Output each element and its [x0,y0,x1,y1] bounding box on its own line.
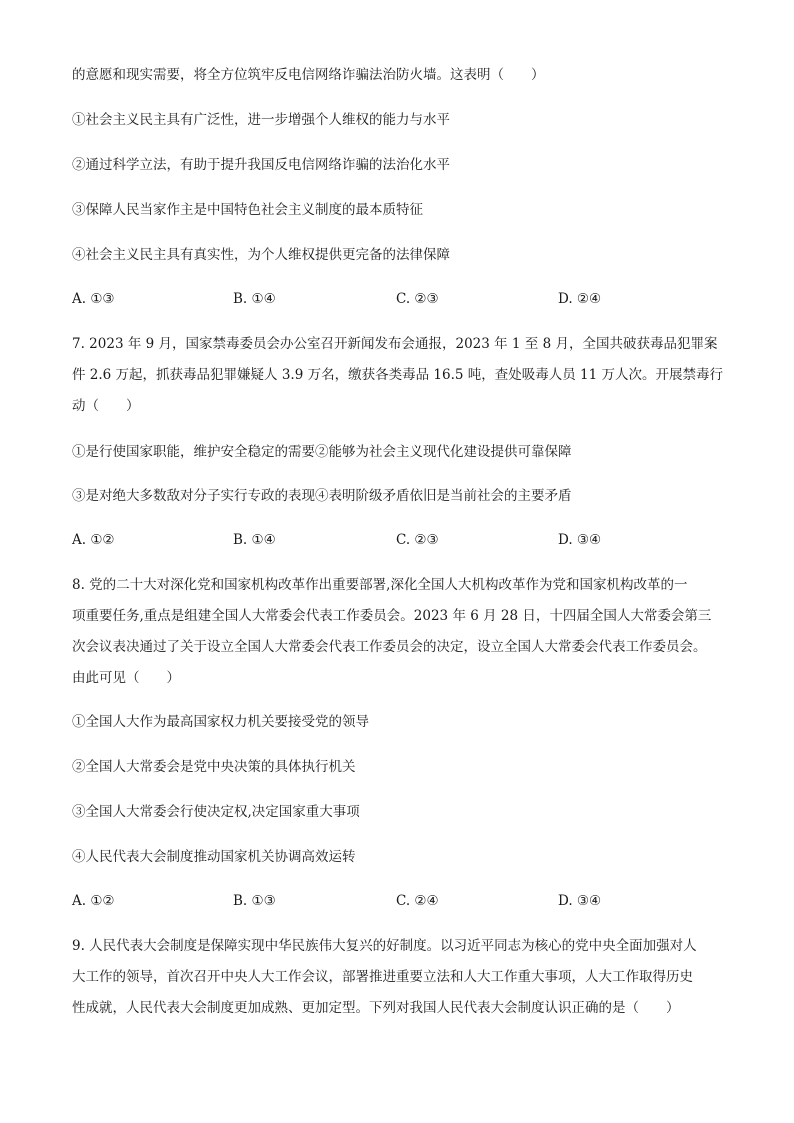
q6-stem-tail: 的意愿和现实需要，将全方位筑牢反电信网络诈骗法治防火墙。这表明（ ） [72,67,545,83]
q6-item-2: ②通过科学立法，有助于提升我国反电信网络诈骗的法治化水平 [72,157,450,173]
q6-option-a[interactable]: A. ①③ [72,291,115,307]
q7-stem-line-3: 动（ ） [72,398,140,414]
q7-items-line-2: ③是对绝大多数敌对分子实行专政的表现④表明阶级矛盾依旧是当前社会的主要矛盾 [72,488,572,504]
q8-stem-line-1: 8. 党的二十大对深化党和国家机构改革作出重要部署,深化全国人大机构改革作为党和国家机构改革的一 [72,577,688,593]
q9-stem-line-1: 9. 人民代表大会制度是保障实现中华民族伟大复兴的好制度。以习近平同志为核心的党中央全面加强对人 [72,938,697,954]
q8-option-b[interactable]: B. ①③ [233,893,276,909]
q7-option-c[interactable]: C. ②③ [396,532,439,548]
q9-stem-line-3: 性成就，人民代表大会制度更加成熟、更加定型。下列对我国人民代表大会制度认识正确的是（ ） [72,1000,680,1016]
q6-item-3: ③保障人民当家作主是中国特色社会主义制度的最本质特征 [72,202,423,218]
q8-stem-line-2: 项重要任务,重点是组建全国人大常委会代表工作委员会。2023 年 6 月 28 日，十四届全国人大常委会第三 [72,608,712,624]
q6-option-b[interactable]: B. ①④ [233,291,276,307]
q8-item-3: ③全国人大常委会行使决定权,决定国家重大事项 [72,804,360,820]
q8-option-d[interactable]: D. ③④ [558,893,602,909]
q6-option-c[interactable]: C. ②③ [396,291,439,307]
q7-option-a[interactable]: A. ①② [72,532,115,548]
q8-stem-line-3: 次会议表决通过了关于设立全国人大常委会代表工作委员会的决定，设立全国人大常委会代表工作委员会。 [72,639,707,655]
q6-option-d[interactable]: D. ②④ [558,291,602,307]
q7-option-b[interactable]: B. ①④ [233,532,276,548]
q9-stem-line-2: 大工作的领导，首次召开中央人大工作会议，部署推进重要立法和人大工作重大事项，人大工作取得历史 [72,969,693,985]
q8-item-1: ①全国人大作为最高国家权力机关要接受党的领导 [72,714,369,730]
q8-stem-line-4: 由此可见（ ） [72,670,180,686]
q6-item-4: ④社会主义民主具有真实性，为个人维权提供更完备的法律保障 [72,247,450,263]
q7-items-line-1: ①是行使国家职能，维护安全稳定的需要②能够为社会主义现代化建设提供可靠保障 [72,444,572,460]
q8-item-4: ④人民代表大会制度推动国家机关协调高效运转 [72,849,356,865]
q8-option-a[interactable]: A. ①② [72,893,115,909]
q7-stem-line-1: 7. 2023 年 9 月，国家禁毒委员会办公室召开新闻发布会通报，2023 年 1 至 8 月，全国共破获毒品犯罪案 [72,336,718,352]
q6-item-1: ①社会主义民主具有广泛性，进一步增强个人维权的能力与水平 [72,112,450,128]
q8-option-c[interactable]: C. ②④ [396,893,439,909]
q7-option-d[interactable]: D. ③④ [558,532,602,548]
q8-item-2: ②全国人大常委会是党中央决策的具体执行机关 [72,759,356,775]
q7-stem-line-2: 件 2.6 万起，抓获毒品犯罪嫌疑人 3.9 万名，缴获各类毒品 16.5 吨，查处吸毒人员 11 万人次。开展禁毒行 [72,367,724,383]
